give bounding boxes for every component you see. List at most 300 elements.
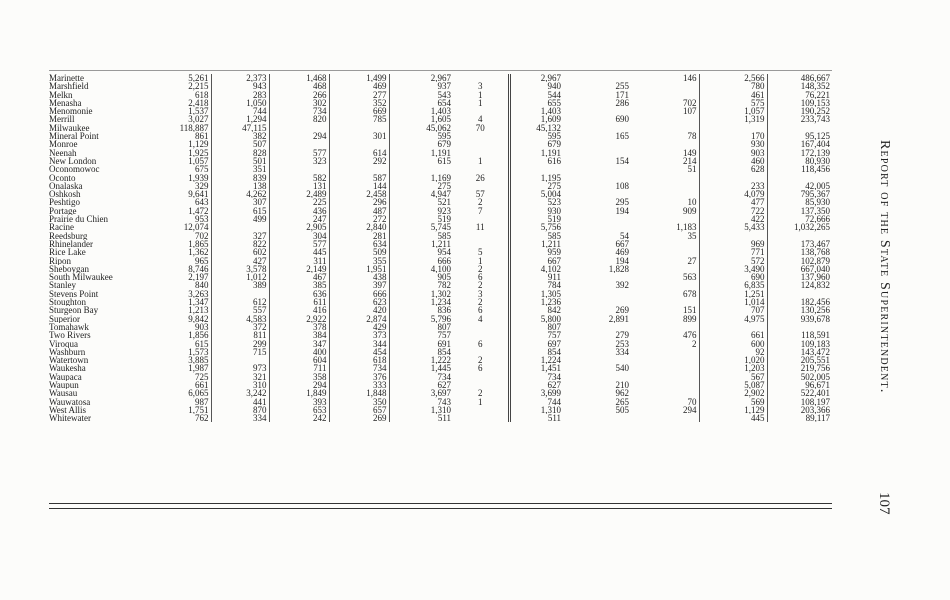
count-a-cell: 2,489 (269, 190, 329, 198)
table-row (49, 248, 832, 256)
additional-count-cell: 1 (478, 156, 483, 166)
population-cell: 1,573 (188, 347, 209, 357)
additional-count-cell: 2 (478, 198, 483, 207)
city-statistics-table (49, 74, 832, 422)
count-b-cell: 657 (329, 406, 389, 414)
valuation-cell (767, 174, 832, 182)
count-d-cell (631, 174, 699, 182)
valuation-cell: 108,197 (767, 398, 832, 406)
table-row (49, 74, 832, 82)
valuation-cell: 96,671 (767, 381, 832, 389)
enumeration-cell: 441 (211, 398, 269, 406)
population-cell: 725 (195, 372, 209, 381)
city-name-cell: Stevens Point (49, 289, 99, 299)
count-e-cell: 771 (699, 248, 767, 256)
valuation-cell: 80,930 (767, 157, 832, 165)
subtotal-cell: 3,697 (389, 389, 453, 397)
count-e-cell: 92 (699, 348, 767, 356)
city-name-cell: Rhinelander (49, 239, 93, 249)
enumeration-cell: 327 (211, 232, 269, 240)
table-row (49, 223, 832, 231)
total-cell: 842 (509, 306, 563, 314)
count-a-cell: 131 (269, 182, 329, 190)
table-row (49, 240, 832, 248)
subtotal-cell: 5,796 (389, 315, 453, 323)
valuation-cell: 190,252 (767, 107, 832, 115)
count-c-cell: 962 (615, 389, 629, 398)
count-b-cell (329, 165, 389, 173)
population-cell: 1,987 (188, 364, 209, 373)
total-cell: 679 (509, 140, 563, 148)
count-d-cell (631, 115, 699, 123)
count-d-cell: 909 (683, 206, 697, 216)
subtotal-cell: 1,169 (389, 174, 453, 182)
valuation-cell: 89,117 (767, 414, 832, 422)
subtotal-cell: 666 (389, 257, 453, 265)
population-cell: 3,885 (188, 356, 209, 365)
table-row (49, 99, 832, 107)
additional-count-cell: 2 (478, 264, 483, 274)
count-c-cell (563, 414, 631, 422)
count-e-cell: 1,014 (699, 298, 767, 306)
total-cell: 4,102 (509, 265, 563, 273)
city-name-cell: Marinette (49, 74, 84, 83)
subtotal-cell: 937 (389, 82, 453, 90)
count-e-cell: 903 (699, 149, 767, 157)
city-name-cell: Prairie du Chien (49, 215, 108, 224)
city-name-cell: Viroqua (49, 339, 78, 348)
count-b-cell: 292 (329, 157, 389, 165)
additional-count-cell: 1 (478, 90, 483, 99)
count-a-cell: 467 (269, 273, 329, 281)
count-c-cell (563, 298, 631, 306)
valuation-cell (767, 290, 832, 298)
enumeration-cell: 321 (211, 373, 269, 381)
count-e-cell: 461 (699, 91, 767, 99)
count-c-cell: 210 (615, 380, 629, 390)
count-c-cell (563, 140, 631, 148)
city-name-cell: Neenah (49, 148, 77, 157)
population-cell: 618 (195, 90, 209, 99)
population-cell: 1,537 (188, 107, 209, 116)
table-row (49, 132, 832, 140)
additional-count-cell: 6 (478, 364, 483, 373)
count-e-cell: 969 (699, 240, 767, 248)
count-e-cell: 572 (699, 257, 767, 265)
count-b-cell: 438 (329, 273, 389, 281)
valuation-cell: 667,040 (767, 265, 832, 273)
count-c-cell: 194 (615, 256, 629, 265)
count-d-cell: 702 (683, 98, 697, 108)
subtotal-cell: 1,302 (389, 290, 453, 298)
valuation-cell: 137,350 (767, 207, 832, 215)
count-b-cell: 355 (329, 257, 389, 265)
population-cell: 661 (195, 380, 209, 390)
total-cell: 1,305 (509, 290, 563, 298)
additional-count-cell: 26 (475, 173, 485, 182)
count-c-cell: 154 (615, 156, 629, 166)
subtotal-cell: 807 (389, 323, 453, 331)
count-e-cell: 1,020 (699, 356, 767, 364)
count-b-cell: 350 (329, 398, 389, 406)
city-name-cell: Portage (49, 206, 77, 216)
count-a-cell: 2,905 (269, 223, 329, 231)
count-e-cell (699, 232, 767, 240)
count-c-cell (563, 373, 631, 381)
total-cell: 5,004 (509, 190, 563, 198)
enumeration-cell: 334 (211, 414, 269, 422)
subtotal-cell: 4,100 (389, 265, 453, 273)
population-cell: 1,362 (188, 248, 209, 257)
subtotal-cell (389, 165, 453, 173)
count-c-cell (563, 190, 631, 198)
count-b-cell: 454 (329, 348, 389, 356)
additional-count-cell: 1 (478, 397, 483, 406)
subtotal-cell: 275 (389, 182, 453, 190)
count-b-cell: 281 (329, 232, 389, 240)
count-d-cell (631, 82, 699, 90)
count-d-cell (631, 364, 699, 372)
population-cell: 1,347 (188, 298, 209, 307)
subtotal-cell: 782 (389, 281, 453, 289)
population-cell: 1,129 (188, 140, 209, 149)
enumeration-cell: 557 (211, 306, 269, 314)
count-c-cell: 690 (615, 115, 629, 124)
count-d-cell (631, 348, 699, 356)
table-row (49, 174, 832, 182)
count-e-cell: 1,251 (699, 290, 767, 298)
count-d-cell (631, 124, 699, 132)
city-name-cell: New London (49, 156, 97, 166)
count-b-cell: 376 (329, 373, 389, 381)
count-c-cell: 2,891 (608, 314, 629, 323)
population-cell: 953 (195, 215, 209, 224)
population-cell: 861 (195, 132, 209, 141)
enumeration-cell: 299 (211, 340, 269, 348)
city-name-cell: Wauwatosa (49, 397, 91, 406)
count-c-cell (563, 165, 631, 173)
city-name-cell: Two Rivers (49, 331, 91, 340)
count-d-cell (631, 323, 699, 331)
table-row (49, 364, 832, 372)
total-cell: 519 (509, 215, 563, 223)
valuation-cell: 486,667 (767, 74, 832, 82)
total-cell: 1,609 (509, 115, 563, 123)
city-name-cell: Washburn (49, 347, 86, 357)
count-d-cell: 563 (683, 273, 697, 282)
count-e-cell: 233 (699, 182, 767, 190)
total-cell: 784 (509, 281, 563, 289)
subtotal-cell: 1,191 (389, 149, 453, 157)
table-row (49, 107, 832, 115)
city-name-cell: Superior (49, 314, 80, 323)
count-a-cell: 347 (269, 340, 329, 348)
count-c-cell (563, 149, 631, 157)
additional-count-cell: 6 (478, 339, 483, 348)
population-cell: 2,197 (188, 273, 209, 282)
enumeration-cell: 811 (211, 331, 269, 339)
subtotal-cell: 954 (389, 248, 453, 256)
count-b-cell (329, 124, 389, 132)
subtotal-cell: 585 (389, 232, 453, 240)
count-a-cell: 734 (269, 107, 329, 115)
enumeration-cell: 612 (211, 298, 269, 306)
city-name-cell: Sheboygan (49, 264, 89, 274)
count-a-cell: 1,849 (269, 389, 329, 397)
enumeration-cell: 3,578 (211, 265, 269, 273)
valuation-cell: 95,125 (767, 132, 832, 140)
count-a-cell (269, 165, 329, 173)
total-cell: 585 (509, 232, 563, 240)
count-c-cell: 334 (615, 347, 629, 357)
valuation-cell: 1,032,265 (767, 223, 832, 231)
total-cell: 1,236 (509, 298, 563, 306)
count-e-cell: 6,835 (699, 281, 767, 289)
count-c-cell: 269 (615, 306, 629, 315)
count-c-cell: 171 (615, 90, 629, 99)
count-a-cell: 416 (269, 306, 329, 314)
enumeration-cell: 870 (211, 406, 269, 414)
enumeration-cell (211, 356, 269, 364)
count-a-cell: 304 (269, 232, 329, 240)
subtotal-cell: 4,947 (389, 190, 453, 198)
table-row (49, 91, 832, 99)
count-b-cell: 734 (329, 364, 389, 372)
count-c-cell (563, 74, 631, 82)
count-b-cell: 2,840 (329, 223, 389, 231)
count-a-cell: 393 (269, 398, 329, 406)
count-e-cell: 628 (699, 165, 767, 173)
total-cell: 1,451 (509, 364, 563, 372)
count-e-cell: 567 (699, 373, 767, 381)
valuation-cell (767, 124, 832, 132)
count-b-cell: 296 (329, 198, 389, 206)
total-cell: 911 (509, 273, 563, 281)
total-cell: 734 (509, 373, 563, 381)
subtotal-cell: 905 (389, 273, 453, 281)
count-d-cell (631, 373, 699, 381)
table-row (49, 298, 832, 306)
total-cell: 959 (509, 248, 563, 256)
population-cell: 615 (195, 339, 209, 348)
count-a-cell: 384 (269, 331, 329, 339)
city-name-cell: Stanley (49, 281, 76, 290)
enumeration-cell: 973 (211, 364, 269, 372)
count-b-cell: 420 (329, 306, 389, 314)
subtotal-cell: 627 (389, 381, 453, 389)
count-b-cell (329, 140, 389, 148)
subtotal-cell: 854 (389, 348, 453, 356)
enumeration-cell: 4,583 (211, 315, 269, 323)
count-e-cell (699, 323, 767, 331)
count-c-cell (563, 215, 631, 223)
enumeration-cell: 351 (211, 165, 269, 173)
count-c-cell (563, 223, 631, 231)
count-e-cell: 600 (699, 340, 767, 348)
count-a-cell: 445 (269, 248, 329, 256)
city-name-cell: Peshtigo (49, 198, 81, 207)
subtotal-cell: 1,403 (389, 107, 453, 115)
total-cell: 511 (509, 414, 563, 422)
additional-count-cell: 1 (478, 98, 483, 108)
additional-count-cell (453, 331, 509, 339)
count-c-cell (563, 290, 631, 298)
count-a-cell: 582 (269, 174, 329, 182)
table-row (49, 373, 832, 381)
count-c-cell: 265 (615, 397, 629, 406)
subtotal-cell: 595 (389, 132, 453, 140)
additional-count-cell (453, 215, 509, 223)
additional-count-cell: 6 (478, 273, 483, 282)
count-b-cell: 352 (329, 99, 389, 107)
enumeration-cell: 1,294 (211, 115, 269, 123)
count-e-cell: 1,319 (699, 115, 767, 123)
city-name-cell: Menasha (49, 98, 82, 108)
count-e-cell: 170 (699, 132, 767, 140)
count-c-cell: 286 (615, 98, 629, 108)
additional-count-cell (453, 348, 509, 356)
enumeration-cell: 839 (211, 174, 269, 182)
count-b-cell: 618 (329, 356, 389, 364)
count-b-cell: 144 (329, 182, 389, 190)
city-name-cell: Stoughton (49, 298, 87, 307)
additional-count-cell: 7 (478, 206, 483, 216)
count-b-cell: 272 (329, 215, 389, 223)
count-d-cell (631, 248, 699, 256)
subtotal-cell: 691 (389, 340, 453, 348)
table-row (49, 315, 832, 323)
table-row (49, 140, 832, 148)
subtotal-cell: 543 (389, 91, 453, 99)
valuation-cell: 167,404 (767, 140, 832, 148)
additional-count-cell (453, 107, 509, 115)
valuation-cell: 130,256 (767, 306, 832, 314)
additional-count-cell: 5 (478, 248, 483, 257)
subtotal-cell: 743 (389, 398, 453, 406)
valuation-cell: 939,678 (767, 315, 832, 323)
city-name-cell: Melkn (49, 90, 73, 99)
population-cell: 965 (195, 256, 209, 265)
city-name-cell: Oconto (49, 173, 76, 182)
additional-count-cell (453, 132, 509, 140)
enumeration-cell: 501 (211, 157, 269, 165)
count-c-cell: 392 (615, 281, 629, 290)
count-b-cell: 277 (329, 91, 389, 99)
count-e-cell: 1,203 (699, 364, 767, 372)
total-cell: 744 (509, 398, 563, 406)
total-cell: 5,756 (509, 223, 563, 231)
enumeration-cell: 3,242 (211, 389, 269, 397)
count-a-cell: 266 (269, 91, 329, 99)
additional-count-cell (453, 232, 509, 240)
count-e-cell: 780 (699, 82, 767, 90)
count-d-cell (631, 414, 699, 422)
enumeration-cell: 389 (211, 281, 269, 289)
population-cell: 675 (195, 165, 209, 174)
count-d-cell: 27 (687, 256, 697, 265)
population-cell: 2,418 (188, 98, 209, 108)
count-e-cell: 445 (699, 414, 767, 422)
table-body (49, 74, 832, 422)
count-c-cell (563, 107, 631, 115)
count-c-cell: 667 (615, 239, 629, 249)
top-rule (49, 70, 832, 71)
count-e-cell: 5,087 (699, 381, 767, 389)
enumeration-cell: 310 (211, 381, 269, 389)
table-row (49, 381, 832, 389)
count-e-cell: 569 (699, 398, 767, 406)
additional-count-cell (453, 165, 509, 173)
count-a-cell: 711 (269, 364, 329, 372)
population-cell: 3,027 (188, 115, 209, 124)
count-b-cell: 333 (329, 381, 389, 389)
count-b-cell: 2,874 (329, 315, 389, 323)
valuation-cell: 42,005 (767, 182, 832, 190)
count-b-cell: 785 (329, 115, 389, 123)
count-d-cell: 10 (687, 198, 697, 207)
subtotal-cell: 836 (389, 306, 453, 314)
valuation-cell: 109,153 (767, 99, 832, 107)
count-d-cell (631, 240, 699, 248)
additional-count-cell (453, 149, 509, 157)
count-a-cell: 577 (269, 149, 329, 157)
count-e-cell: 422 (699, 215, 767, 223)
enumeration-cell: 715 (211, 348, 269, 356)
subtotal-cell: 45,062 (389, 124, 453, 132)
additional-count-cell (453, 323, 509, 331)
count-a-cell: 302 (269, 99, 329, 107)
table-row (49, 331, 832, 339)
additional-count-cell: 2 (478, 298, 483, 307)
table-row (49, 273, 832, 281)
valuation-cell: 203,366 (767, 406, 832, 414)
subtotal-cell: 5,745 (389, 223, 453, 231)
additional-count-cell: 6 (478, 306, 483, 315)
total-cell: 757 (509, 331, 563, 339)
count-d-cell: 70 (687, 397, 697, 406)
count-c-cell: 255 (615, 82, 629, 91)
count-c-cell: 295 (615, 198, 629, 207)
table-row (49, 398, 832, 406)
count-b-cell: 344 (329, 340, 389, 348)
table-row (49, 348, 832, 356)
count-a-cell: 400 (269, 348, 329, 356)
table-row (49, 281, 832, 289)
count-c-cell: 469 (615, 248, 629, 257)
count-d-cell: 151 (683, 306, 697, 315)
total-cell: 697 (509, 340, 563, 348)
count-e-cell: 575 (699, 99, 767, 107)
count-b-cell: 397 (329, 281, 389, 289)
table-row (49, 149, 832, 157)
population-cell: 643 (195, 198, 209, 207)
additional-count-cell: 11 (475, 223, 485, 232)
count-a-cell: 247 (269, 215, 329, 223)
total-cell: 616 (509, 157, 563, 165)
enumeration-cell: 744 (211, 107, 269, 115)
city-name-cell: Waupaca (49, 372, 82, 381)
count-a-cell: 611 (269, 298, 329, 306)
valuation-cell: 205,551 (767, 356, 832, 364)
subtotal-cell: 615 (389, 157, 453, 165)
valuation-cell: 76,221 (767, 91, 832, 99)
count-b-cell: 1,499 (329, 74, 389, 82)
count-e-cell: 1,129 (699, 406, 767, 414)
total-cell: 2,967 (509, 74, 563, 82)
count-a-cell (269, 140, 329, 148)
additional-count-cell: 4 (478, 115, 483, 124)
count-a-cell: 636 (269, 290, 329, 298)
